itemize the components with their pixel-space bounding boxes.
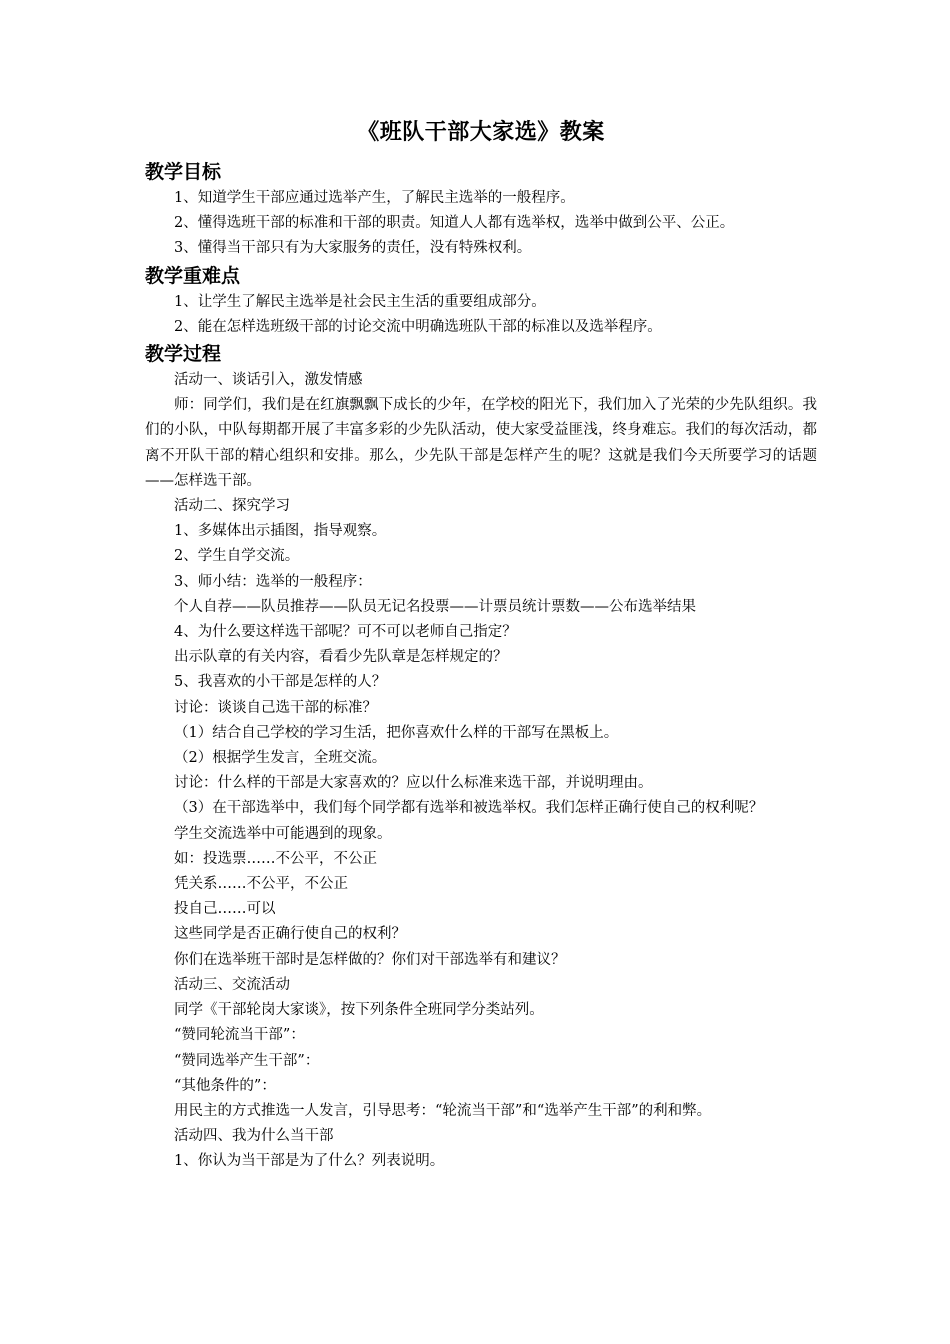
paragraph: 学生交流选举中可能遇到的现象。: [174, 825, 392, 842]
paragraph: 3、懂得当干部只有为大家服务的责任，没有特殊权利。: [174, 240, 532, 257]
paragraph: 你们在选举班干部时是怎样做的？你们对干部选举有和建议？: [174, 951, 566, 968]
paragraph: 出示队章的有关内容，看看少先队章是怎样规定的？: [174, 649, 508, 666]
paragraph: 如：投选票……不公平，不公正: [174, 850, 377, 867]
paragraph: 活动一、谈话引入，激发情感: [174, 372, 363, 389]
paragraph: 活动三、交流活动: [174, 976, 290, 993]
paragraph: 2、懂得选班干部的标准和干部的职责。知道人人都有选举权，选举中做到公平、公正。: [174, 215, 735, 232]
paragraph: 5、我喜欢的小干部是怎样的人？: [174, 674, 387, 691]
paragraph: 用民主的方式推选一人发言，引导思考：“轮流当干部”和“选举产生干部”的利和弊。: [174, 1102, 712, 1119]
paragraph: 这些同学是否正确行使自己的权利？: [174, 926, 406, 943]
paragraph: 1、多媒体出示插图，指导观察。: [174, 523, 387, 540]
section-key-points: [145, 262, 817, 340]
document-title: 《班队干部大家选》教案: [357, 120, 605, 145]
paragraph: （1）结合自己学校的学习生活，把你喜欢什么样的干部写在黑板上。: [174, 724, 619, 741]
paragraph: 讨论：什么样的干部是大家喜欢的？应以什么标准来选干部，并说明理由。: [174, 775, 653, 792]
paragraph: 凭关系……不公平，不公正: [174, 876, 348, 893]
paragraph: 1、知道学生干部应通过选举产生，了解民主选举的一般程序。: [174, 190, 575, 206]
paragraph: （2）根据学生发言，全班交流。: [174, 750, 387, 767]
paragraph: 投自己……可以: [174, 901, 276, 918]
paragraph: 师：同学们，我们是在红旗飘飘下成长的少年，在学校的阳光下，我们加入了光荣的少先队组织。我们的小队，中队每期都开展了丰富多彩的少先队活动，使大家受益匪浅，终身难忘。我们的每次活动，都离不开队干部的精心组织和安排。那么，少先队干部是怎样产生的呢？这就是我们今天所要学习的话题——怎样选干部。: [145, 397, 817, 489]
section-teaching-process: [145, 340, 817, 1175]
paragraph: 活动二、探究学习: [174, 498, 290, 515]
paragraph: 2、学生自学交流。: [174, 548, 300, 565]
paragraph: “赞同轮流当干部”：: [174, 1027, 305, 1044]
paragraph: 同学《干部轮岗大家谈》，按下列条件全班同学分类站列。: [174, 1002, 544, 1019]
paragraph: 4、为什么要这样选干部呢？可不可以老师自己指定？: [174, 624, 517, 641]
paragraph: 1、让学生了解民主选举是社会民主生活的重要组成部分。: [174, 293, 546, 310]
paragraph: 2、能在怎样选班级干部的讨论交流中明确选班队干部的标准以及选举程序。: [174, 318, 662, 335]
paragraph: 3、师小结：选举的一般程序：: [174, 573, 372, 590]
paragraph: “赞同选举产生干部”：: [174, 1052, 320, 1069]
section-teaching-goals: [145, 158, 817, 262]
paragraph: 1、你认为当干部是为了什么？列表说明。: [174, 1153, 445, 1170]
paragraph: 活动四、我为什么当干部: [174, 1128, 334, 1145]
paragraph: 讨论：谈谈自己选干部的标准？: [174, 699, 377, 716]
paragraph: （3）在干部选举中，我们每个同学都有选举和被选举权。我们怎样正确行使自己的权利呢？: [174, 800, 764, 817]
section-heading: 教学目标: [145, 161, 222, 183]
document-page: [145, 118, 817, 1175]
section-heading: 教学重难点: [145, 264, 241, 287]
section-heading: 教学过程: [145, 343, 222, 366]
paragraph: “其他条件的”：: [174, 1077, 276, 1094]
paragraph: 个人自荐——队员推荐——队员无记名投票——计票员统计票数——公布选举结果: [174, 598, 696, 615]
